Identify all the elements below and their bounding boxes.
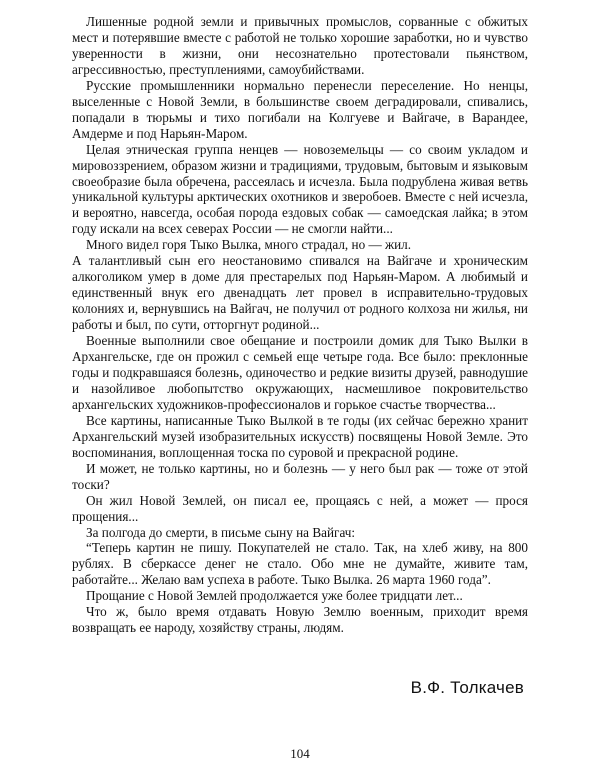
paragraph-13: Что ж, было время отдавать Новую Землю военным, приходит время возвращать ее народу, хозяйству страны, людям. xyxy=(72,604,528,636)
paragraph-1: Лишенные родной земли и привычных промыслов, сорванные с обжитых мест и потерявшие вместе с работой не только хорошие заработки, но и чувство уверенности в жизни, они несознательно протестовали пьянством, агрессивностью, преступлениями, самоубийствами. xyxy=(72,14,528,77)
paragraph-2: Русские промышленники нормально перенесли переселение. Но ненцы, выселенные с Новой Земли, в большинстве своем деградировали, спивались, попадали в тюрьмы и тихо погибали на Колгуеве и Вайгаче, в Варандее, Амдерме и под Нарьян-Маром. xyxy=(72,77,528,141)
paragraph-5: А талантливый сын его неостановимо спивался на Вайгаче и хроническим алкоголиком умер в доме для престарелых под Нарьян-Маром. А любимый и единственный внук его двенадцать лет провел в исправительно-трудовых колониях и, вернувшись на Вайгач, не получил от родного колхоза ни жилья, ни работы и был, по сути, отторгнут родиной... xyxy=(72,253,528,333)
paragraph-8: И может, не только картины, но и болезнь — у него был рак — тоже от этой тоски? xyxy=(72,460,528,492)
page-number: 104 xyxy=(290,746,310,761)
paragraph-4: Много видел горя Тыко Вылка, много страдал, но — жил. xyxy=(86,237,412,253)
author-signature: В.Ф. Толкачев xyxy=(410,678,524,697)
paragraph-12: Прощание с Новой Землей продолжается уже более тридцати лет... xyxy=(86,588,463,604)
paragraph-10: За полгода до смерти, в письме сыну на Вайгач: xyxy=(86,524,356,540)
paragraph-3: Целая этническая группа ненцев — новоземельцы — со своим укладом и мировоззрением, образом жизни и традициями, трудовым, бытовым и языковым своеобразие была обречена, рассеялась и исчезла. Была подрублена живая ветвь уникальной культуры арктических охотников и зверобоев. Вместе с ней исчезла, и вероятно, навсегда, особая порода ездовых собак — самоедская лайка; в этом году искали на всех северах России — не смогли найти... xyxy=(72,141,528,237)
paragraph-9: Он жил Новой Землей, он писал ее, прощаясь с ней, а может — прося прощения... xyxy=(72,492,528,524)
body-text xyxy=(72,14,528,636)
paragraph-6: Военные выполнили свое обещание и построили домик для Тыко Вылки в Архангельске, где он прожил с семьей еще четыре года. Все было: преклонные годы и подкравшаяся болезнь, одиночество и редкие визиты друзей, равнодушие и назойливое любопытство окружающих, насмешливое покровительство архангельских художников-профессионалов и горькое счастье творчества... xyxy=(72,333,528,412)
letter-quote: “Теперь картин не пишу. Покупателей не стало. Так, на хлеб живу, на 800 рублях. В сберкассе денег не стало. Обо мне не думайте, живите там, работайте... Желаю вам успеха в работе. Тыко Вылка. 26 марта 1960 года”. xyxy=(72,540,528,588)
paragraph-7: Все картины, написанные Тыко Вылкой в те годы (их сейчас бережно хранит Архангельский музей изобразительных искусств) посвящены Новой Земле. Это воспоминания, воплощенная тоска по суровой и прекрасной родине. xyxy=(72,412,528,460)
